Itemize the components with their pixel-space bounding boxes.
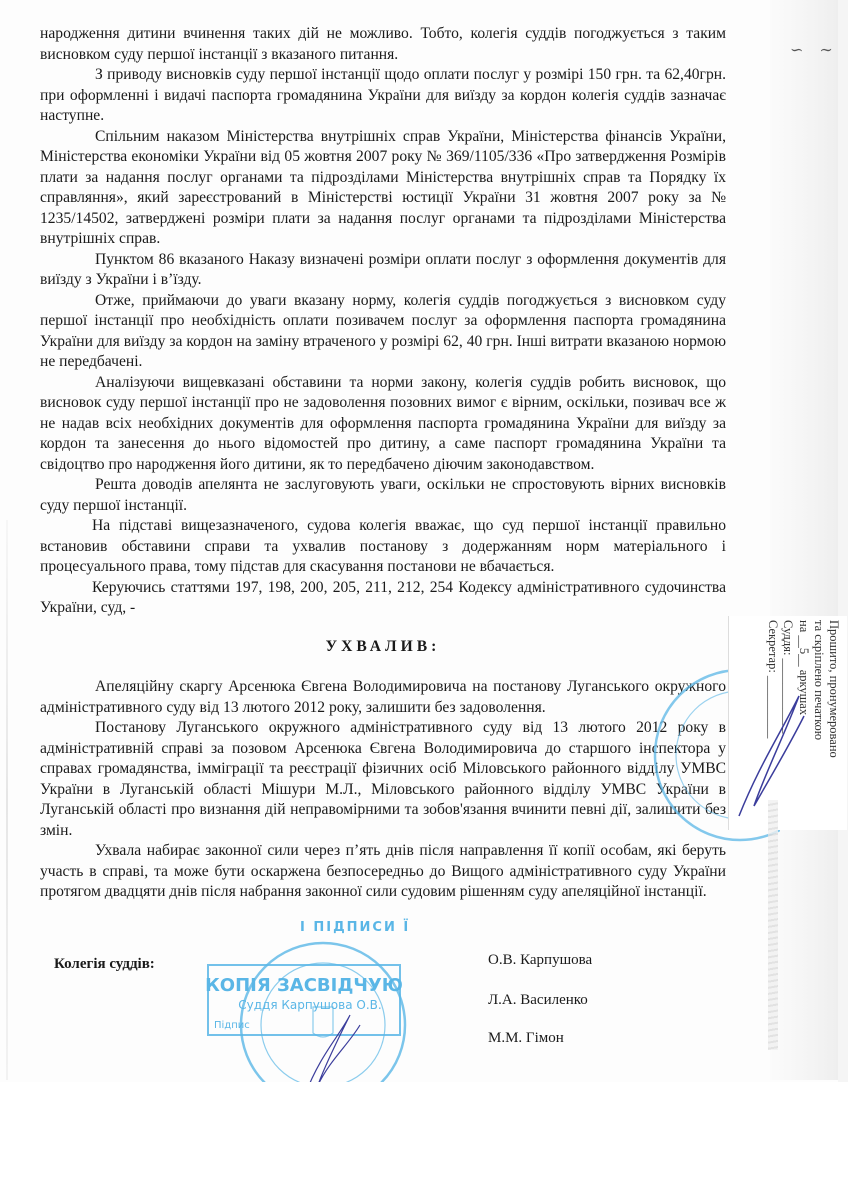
paragraph-6: Аналізуючи вищевказані обставини та норми закону, колегія суддів робить висновок, що висновок суду першої інстанції про не задоволення позовних вимог є вірним, оскільки, позивач все ж не надав всіх необхідних документів для оформлення паспорта громадянина України для виїзду за кордон та занесення до нього відомостей про дитину, а саме паспорт громадянина України та свідоцтво про народження його дитини, як то передбачено діючим законодавством. [40,373,726,473]
paragraph-8: На підставі вищезазначеного, судова колегія вважає, що суд першої інстанції правильно встановив обставини справи та ухвалив постанову з додержанням норм матеріального і процесуального права, тому підстав для скасування постанови не вбачається. [40,517,726,575]
copy-certified-text: КОПІЯ ЗАСВІДЧУЮ [205,975,403,996]
paragraph-4: Пунктом 86 вказаного Наказу визначені розміри оплати послуг з оформлення документів для виїзду з України і в’їзду. [40,250,726,288]
judge-line-text: Суддя Карпушова О.В. [238,998,382,1012]
judge-name-3: М.М. Гімон [488,1030,564,1046]
paragraph-1: народження дитини вчинення таких дій не можливо. Тобто, колегія суддів погоджується з таким висновком суду першої інстанції з вказаного питання. [40,25,726,63]
binding-note-line-1: Прошито, пронумеровано [827,620,841,758]
judge-name-1: О.В. Карпушова [488,952,593,968]
resolution-2: Постанову Луганського окружного адміністративного суду від 13 лютого 2012 року в адміністративній справі за позовом Арсенюка Євгена Володимировича до старшого інспектора у справах громадянства, імміграції та реєстрації фізичних осіб Міловського районного відділу УМВС України в Луганській області Мішури М.Л., Міловського районного відділу УМВС України в Луганській області про визнання дій неправомірними та зобов'язання вчинити певні дії, залишити без змін. [40,719,726,839]
binding-note [728,616,847,830]
left-edge-shadow [6,520,8,1080]
signatures-stamp-mark: І ПІДПИСИ Ї [300,920,411,935]
bottom-margin [0,1082,848,1200]
paragraph-5: Отже, приймаючи до уваги вказану норму, колегія суддів погоджується з висновком суду першої інстанції про необхідність оплати позивачем послуг за оформлення паспорта громадянина України для виїзду за кордон на заміну втраченого у розмірі 62, 40 грн. Інші витрати вказаною нормою не передбачені. [40,291,726,370]
binding-thread [768,800,778,1050]
panel-label: Колегія суддів: [54,956,155,972]
binding-note-line-4: Суддя: ____________ [781,620,796,734]
resolution-1: Апеляційну скаргу Арсенюка Євгена Володимировича на постанову Луганського окружного адміністративного суду від 13 лютого 2012 року, залишити без задоволення. [40,678,726,716]
page-edge [838,0,848,1200]
signature-prefix-text: Підпис [214,1020,250,1031]
binding-note-line-2: та скріплено печаткою [811,620,826,741]
paragraph-3: Спільним наказом Міністерства внутрішніх справ України, Міністерства фінансів України, Міністерства економіки України від 05 жовтня 2007 року № 369/1105/336 «Про затвердження Розмірів плати за надання послуг органами та підрозділами Міністерства внутрішніх справ та Порядку їх справляння», який зареєстрований в Міністерстві юстиції України 31 жовтня 2007 року за № 1235/14502, затверджені розміри плати за надання послуг органами та підрозділами Міністерства внутрішніх справ. [40,127,726,247]
resolution-3: Ухвала набирає законної сили через п’ять днів після направлення її копії особам, які беруть участь в справі, та може бути оскаржена безпосередньо до Вищого адміністративного суду України протягом двадцяти днів після набрання законної сили судовим рішенням суду апеляційної інстанції. [40,842,726,900]
page-fold-shadow [770,0,848,1080]
judge-name-2: Л.А. Василенко [488,992,588,1008]
paragraph-9: Керуючись статтями 197, 198, 200, 205, 211, 212, 254 Кодексу адміністративного судочинства України, суд, - [40,578,726,616]
paragraph-2: З приводу висновків суду першої інстанції щодо оплати послуг у розмірі 150 грн. та 62,40грн. при оформленні і видачі паспорта громадянина України для виїзду за кордон колегія суддів зазначає наступне. [40,66,726,124]
margin-handwritten-marks: ∽ ∼ [790,42,839,59]
document-body [40,24,726,903]
binding-note-line-5: Секретар: __________ [766,620,781,739]
binding-note-line-3: на __5__ аркушах [796,620,811,716]
resolution-heading: УХВАЛИВ: [325,637,441,655]
paragraph-7: Решта доводів апелянта не заслуговують уваги, оскільки не спростовують вірних висновків суду першої інстанції. [40,476,726,514]
